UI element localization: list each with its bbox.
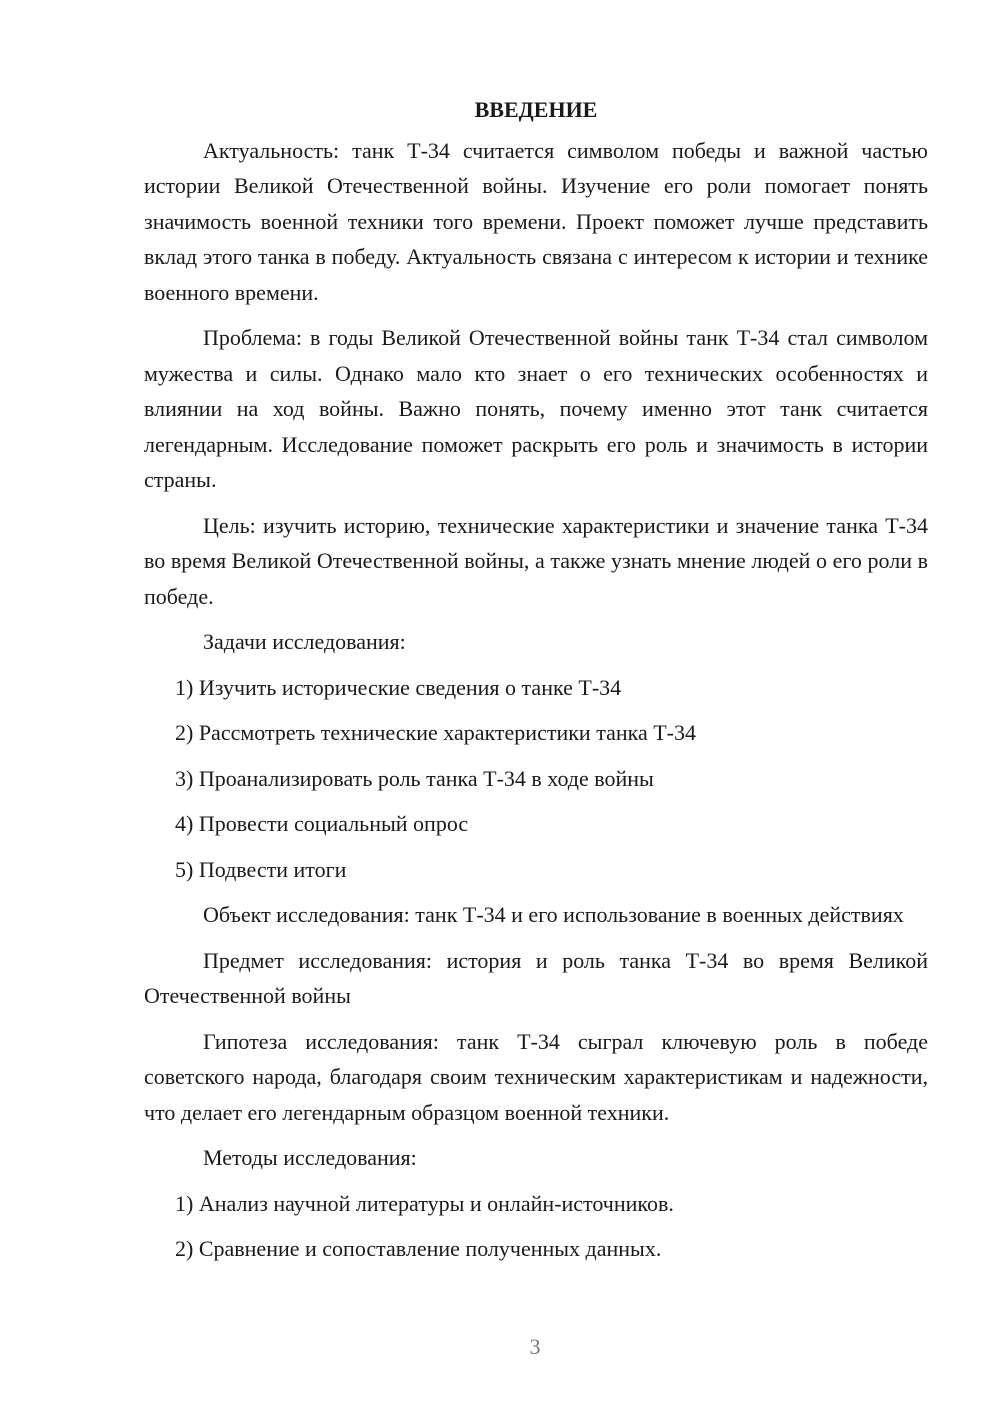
problem-paragraph: Проблема: в годы Великой Отечественной войны танк Т-34 стал символом мужества и силы. Однако мало кто знает о его технических особенностях и влиянии на ход войны. Важно понять, почему именно этот танк считается легендарным. Исследование поможет раскрыть его роль и значимость в истории страны. [144, 325, 928, 492]
page-content [144, 92, 928, 1277]
list-item: 1) Анализ научной литературы и онлайн-источников. [175, 1190, 674, 1216]
subject-paragraph: Предмет исследования: история и роль танка Т-34 во время Великой Отечественной войны [144, 947, 928, 1008]
list-item: 5) Подвести итоги [175, 856, 347, 882]
list-item: 2) Рассмотреть технические характеристики танка Т-34 [175, 720, 696, 745]
object-paragraph: Объект исследования: танк Т-34 и его использование в военных действиях [203, 902, 904, 927]
list-item: 1) Изучить исторические сведения о танке Т-34 [175, 674, 622, 700]
list-item: 2) Сравнение и сопоставление полученных данных. [175, 1236, 662, 1261]
methods-list [144, 1186, 928, 1267]
list-item: 3) Проанализировать роль танка Т-34 в ходе войны [175, 765, 654, 791]
relevance-paragraph: Актуальность: танк Т-34 считается символом победы и важной частью истории Великой Отечественной войны. Изучение его роли помогает понять значимость военной техники того времени. Проект поможет лучше представить вклад этого танка в победу. Актуальность связана с интересом к истории и технике военного времени. [144, 137, 928, 305]
page-number: 3 [529, 1334, 541, 1359]
page-title: ВВЕДЕНИЕ [474, 97, 598, 122]
tasks-heading: Задачи исследования: [203, 629, 406, 654]
methods-heading: Методы исследования: [203, 1145, 417, 1170]
tasks-list [144, 670, 928, 888]
goal-paragraph: Цель: изучить историю, технические характеристики и значение танка Т-34 во время Великой Отечественной войны, а также узнать мнение людей о его роли в победе. [144, 512, 928, 609]
hypothesis-paragraph: Гипотеза исследования: танк Т-34 сыграл ключевую роль в победе советского народа, благодаря своим техническим характеристикам и надежности, что делает его легендарным образцом военной техники. [144, 1028, 928, 1125]
list-item: 4) Провести социальный опрос [175, 811, 469, 836]
